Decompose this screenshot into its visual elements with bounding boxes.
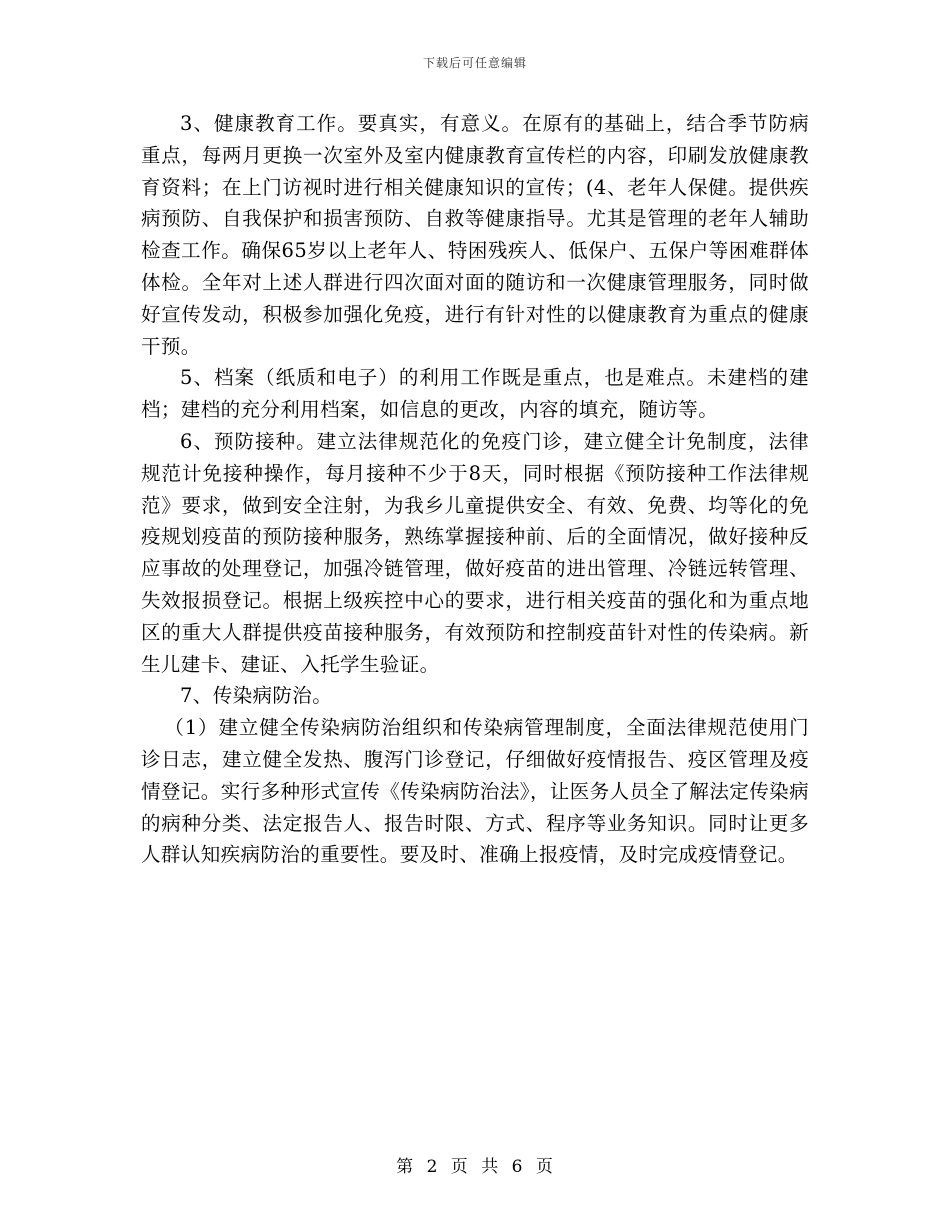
page-number: 第 2 页 共 6 页 [396, 1157, 554, 1177]
paragraph-archives: 5、档案（纸质和电子）的利用工作既是重点，也是难点。未建档的建档；建档的充分利用档案，如信息的更改，内容的填充，随访等。 [141, 366, 809, 422]
paragraph-vaccination: 6、预防接种。建立法律规范化的免疫门诊，建立健全计免制度，法律规范计免接种操作，每月接种不少于8天，同时根据《预防接种工作法律规范》要求，做到安全注射，为我乡儿童提供安全、有效、免费、均等化的免疫规划疫苗的预防接种服务，熟练掌握接种前、后的全面情况，做好接种反应事故的处理登记，加强冷链管理，做好疫苗的进出管理、冷链远转管理、失效报损登记。根据上级疾控中心的要求，进行相关疫苗的强化和为重点地区的重大人群提供疫苗接种服务，有效预防和控制疫苗针对性的传染病。新生儿建卡、建证、入托学生验证。 [141, 429, 809, 676]
document-body [141, 108, 809, 871]
paragraph-health-education: 3、健康教育工作。要真实，有意义。在原有的基础上，结合季节防病重点，每两月更换一次室外及室内健康教育宣传栏的内容，印刷发放健康教育资料；在上门访视时进行相关健康知识的宣传；(4、老年人保健。提供疾病预防、自我保护和损害预防、自救等健康指导。尤其是管理的老年人辅助检查工作。确保65岁以上老年人、特困残疾人、低保户、五保户等困难群体体检。全年对上述人群进行四次面对面的随访和一次健康管理服务，同时做好宣传发动，积极参加强化免疫，进行有针对性的以健康教育为重点的健康干预。 [141, 112, 809, 358]
paragraph-infectious-disease-item-1: （1）建立健全传染病防治组织和传染病管理制度，全面法律规范使用门诊日志，建立健全发热、腹泻门诊登记，仔细做好疫情报告、疫区管理及疫情登记。实行多种形式宣传《传染病防治法》，让医务人员全了解法定传染病的病种分类、法定报告人、报告时限、方式、程序等业务知识。同时让更多人群认知疾病防治的重要性。要及时、准确上报疫情，及时完成疫情登记。 [141, 716, 809, 867]
page-header: 下载后可任意编辑 [422, 56, 527, 70]
paragraph-infectious-disease-heading: 7、传染病防治。 [180, 684, 333, 708]
